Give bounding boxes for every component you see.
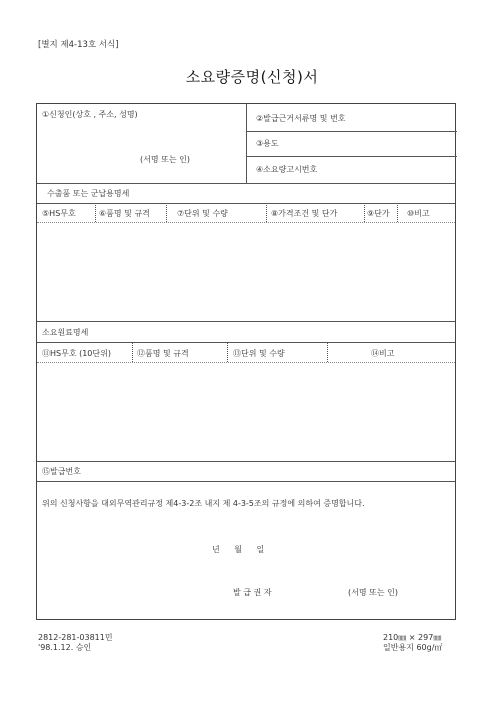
material-col-hs-code: ⑪HS무호 (10단위) — [42, 349, 111, 358]
material-col-unit-qty: ⑬단위 및 수량 — [233, 349, 285, 358]
export-header-bottom-line — [37, 222, 455, 223]
export-col-sep-2 — [166, 203, 167, 222]
usage-field: ③용도 — [256, 139, 279, 148]
issuer-signature-note: (서명 또는 인) — [348, 588, 398, 597]
export-col-unit-price: ⑨단가 — [367, 209, 390, 218]
export-section-title: 수출품 또는 군납용명세 — [47, 189, 130, 198]
material-col-sep-3 — [327, 342, 328, 362]
certification-text: 위의 신청사항을 대외무역관리규정 제4-3-2조 내지 제 4-3-5조의 규정에 의하여 증명합니다. — [42, 499, 365, 508]
export-col-sep-3 — [266, 203, 267, 222]
footer-paper-size: 210㎜ × 297㎜ — [383, 633, 442, 642]
top-block-bottom-line — [37, 183, 455, 184]
export-section-bottom-line — [37, 321, 455, 322]
export-col-sep-4 — [364, 203, 365, 222]
export-header-top-line — [37, 203, 455, 204]
export-col-hs-code: ⑤HS무호 — [42, 209, 76, 218]
date-line: 년 월 일 — [212, 545, 265, 554]
material-header-top-line — [37, 342, 455, 343]
export-col-item-spec: ⑥품명 및 규격 — [99, 209, 150, 218]
export-col-sep-5 — [397, 203, 398, 222]
export-col-price-terms: ⑧가격조건 및 단가 — [271, 209, 338, 218]
material-col-item-spec: ⑫품명 및 규격 — [137, 349, 189, 358]
applicant-label: ①신청인(상호 , 주소, 성명) — [42, 110, 138, 119]
material-header-bottom-line — [37, 362, 455, 363]
footer-paper-type: 일반용지 60g/㎡ — [383, 643, 443, 652]
issue-number-label: ⑮발급번호 — [42, 467, 81, 476]
form-number-header: [별지 제4-13호 서식] — [38, 40, 119, 50]
material-col-sep-2 — [227, 342, 228, 362]
right-field-divider-2 — [246, 156, 457, 157]
issuing-document-field: ②발급근거서류명 및 번호 — [256, 114, 346, 123]
issue-number-bottom-line — [37, 481, 455, 482]
right-field-divider-1 — [246, 131, 457, 132]
applicant-divider — [246, 104, 247, 183]
issuer-label: 발 급 권 자 — [233, 588, 272, 597]
document-title: 소요량증명(신청)서 — [185, 68, 319, 86]
application-form — [36, 103, 456, 620]
material-col-sep-1 — [132, 342, 133, 362]
requirement-notice-field: ④소요량고시번호 — [256, 165, 318, 174]
export-col-sep-1 — [95, 203, 96, 222]
footer-form-code: 2812-281-03811민 — [38, 633, 113, 642]
applicant-signature-note: (서명 또는 인) — [140, 155, 190, 164]
material-section-title: 소요원료명세 — [42, 328, 89, 337]
export-col-unit-qty: ⑦단위 및 수량 — [177, 209, 228, 218]
export-col-remarks: ⑩비고 — [407, 209, 430, 218]
footer-approval-date: '98.1.12. 승인 — [38, 643, 92, 652]
material-section-bottom-line — [37, 461, 455, 462]
material-col-remarks: ⑭비고 — [371, 349, 395, 358]
